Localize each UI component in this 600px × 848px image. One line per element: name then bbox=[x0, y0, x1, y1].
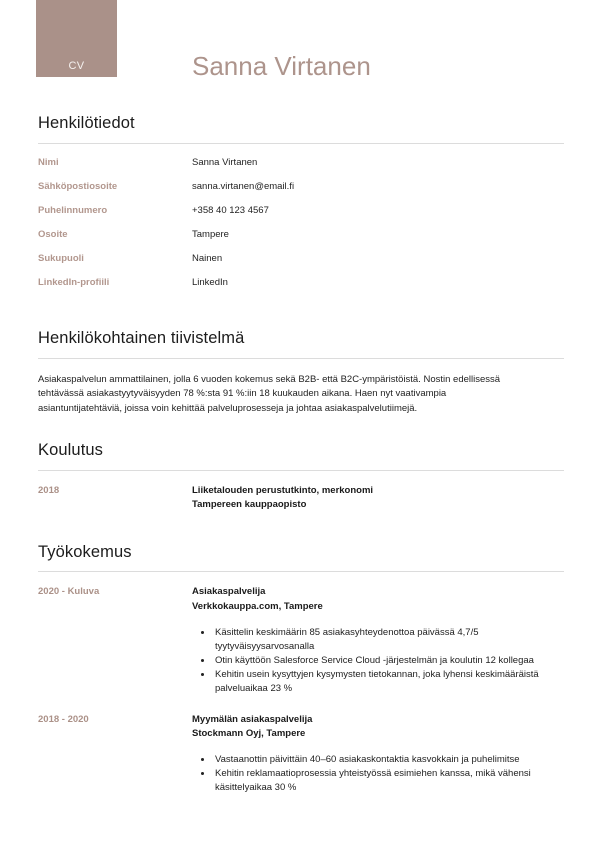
info-row-linkedin bbox=[38, 276, 564, 300]
info-label: Sähköpostiosoite bbox=[38, 180, 118, 192]
education-details bbox=[192, 484, 564, 513]
job-bullet: • Vastaanottin päivittäin 40–60 asiakaskontaktia kasvokkain ja puhelimitse bbox=[213, 753, 564, 767]
job-bullet-list bbox=[192, 753, 564, 796]
cv-logo-badge bbox=[36, 0, 117, 77]
section-title-summary: Henkilökohtainen tiivistelmä bbox=[38, 328, 245, 347]
info-row-address bbox=[38, 228, 564, 252]
section-title-education: Koulutus bbox=[38, 440, 104, 459]
experience-entry bbox=[38, 585, 564, 696]
info-value-phone: +358 40 123 4567 bbox=[192, 204, 269, 216]
job-bullet: • Otin käyttöön Salesforce Service Cloud -järjestelmän ja koulutin 12 kollegaa bbox=[213, 654, 564, 668]
page-title: Sanna Virtanen bbox=[192, 51, 371, 81]
cv-content bbox=[0, 114, 600, 795]
section-title-experience: Työkokemus bbox=[38, 542, 132, 561]
section-education bbox=[38, 441, 564, 513]
experience-details bbox=[192, 585, 564, 696]
section-divider bbox=[38, 143, 564, 144]
personal-info-list bbox=[38, 156, 564, 300]
section-divider bbox=[38, 470, 564, 471]
job-bullet: • Käsittelin keskimäärin 85 asiakasyhteydenottoa päivässä 4,7/5 tyytyväisyysarvosanalla bbox=[213, 626, 564, 654]
section-divider bbox=[38, 571, 564, 572]
info-label: Sukupuoli bbox=[38, 252, 84, 264]
experience-details bbox=[192, 713, 564, 796]
info-value: Sanna Virtanen bbox=[192, 156, 258, 168]
education-period: 2018 bbox=[38, 484, 60, 496]
linkedin-link[interactable]: LinkedIn bbox=[192, 276, 228, 288]
info-row-name bbox=[38, 156, 564, 180]
education-school: Tampereen kauppaopisto bbox=[192, 499, 307, 511]
section-title-personal: Henkilötiedot bbox=[38, 114, 135, 132]
job-role: Myymälän asiakaspalvelija bbox=[192, 713, 313, 725]
job-bullet: • Kehitin reklamaatioprosessia yhteistyössä esimiehen kanssa, mikä vähensi käsittelyaikaa 30 % bbox=[213, 767, 564, 795]
header bbox=[0, 0, 600, 81]
section-experience bbox=[38, 543, 564, 796]
info-label: Osoite bbox=[38, 228, 68, 240]
info-value-address: Tampere bbox=[192, 228, 229, 240]
education-degree: Liiketalouden perustutkinto, merkonomi bbox=[192, 484, 374, 496]
info-row-gender bbox=[38, 252, 564, 276]
section-personal-info bbox=[38, 114, 564, 300]
info-value-email: sanna.virtanen@email.fi bbox=[192, 180, 295, 192]
section-summary bbox=[38, 329, 564, 417]
info-value-gender: Nainen bbox=[192, 252, 223, 264]
cv-logo-label: CV bbox=[68, 60, 85, 72]
experience-period: 2020 - Kuluva bbox=[38, 586, 100, 598]
job-company: Verkkokauppa.com, Tampere bbox=[192, 601, 323, 613]
experience-entry bbox=[38, 713, 564, 796]
section-divider bbox=[38, 358, 564, 359]
education-entry bbox=[38, 484, 564, 513]
job-bullet-list bbox=[192, 626, 564, 697]
info-row-phone bbox=[38, 204, 564, 228]
job-bullet: • Kehitin usein kysyttyjen kysymysten tietokannan, joka lyhensi keskimääräistä palveluaikaa 23 % bbox=[213, 668, 564, 696]
info-label: Nimi bbox=[38, 156, 59, 168]
job-company: Stockmann Oyj, Tampere bbox=[192, 728, 306, 740]
info-row-email bbox=[38, 180, 564, 204]
experience-period: 2018 - 2020 bbox=[38, 713, 89, 725]
info-label: LinkedIn-profiili bbox=[38, 276, 110, 288]
info-label: Puhelinnumero bbox=[38, 204, 108, 216]
summary-paragraph: Asiakaspalvelun ammattilainen, jolla 6 vuoden kokemus sekä B2B- että B2C-ympäristöistä. Nostin edellisessä tehtävässä asiakastyytyväisyyden 78 %:sta 91 %:iin 18 kuukauden aikana. Haen nyt vaativampia asiantuntijatehtäviä, joissa voin kehittää palveluprosesseja ja johtaa asiakaspalvelutiimejä. bbox=[38, 373, 501, 414]
job-role: Asiakaspalvelija bbox=[192, 586, 266, 598]
